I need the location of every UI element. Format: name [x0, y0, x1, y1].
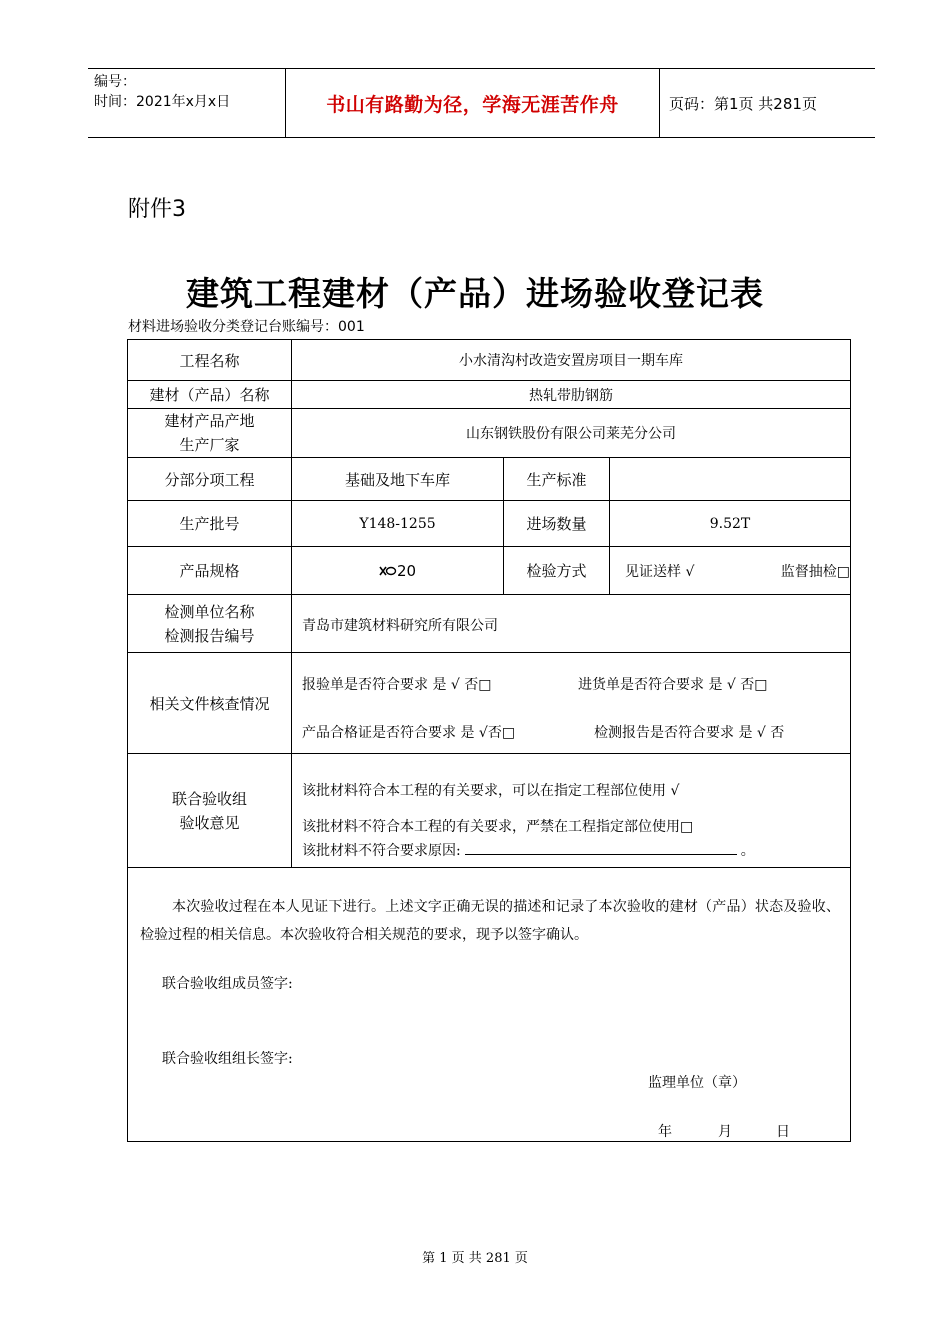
- member-signature-label: 联合验收组成员签字:: [162, 976, 293, 992]
- statement: 本次验收过程在本人见证下进行。上述文字正确无误的描述和记录了本次验收的建材（产品）状态及验收、检验过程的相关信息。本次验收符合相关规范的要求，现予以签字确认。: [140, 899, 840, 943]
- reason-blank: [465, 842, 737, 855]
- quantity-label: 进场数量: [526, 515, 587, 533]
- lab-value: 青岛市建筑材料研究所有限公司: [302, 618, 498, 634]
- opinion-reason: [302, 840, 755, 860]
- opinion-reason-end: 。: [740, 843, 755, 859]
- project-label: 工程名称: [179, 351, 240, 370]
- header-right: [659, 69, 875, 137]
- origin-label: [128, 409, 291, 457]
- standard-value: [610, 458, 850, 500]
- attachment-label: 附件3: [128, 197, 186, 222]
- date-year: 年: [658, 1124, 672, 1140]
- page-footer: 第 1 页 共 281 页: [422, 1251, 528, 1266]
- group-label-line1: 联合验收组: [171, 789, 247, 808]
- docs-label: 相关文件核查情况: [149, 694, 270, 713]
- header-left: [88, 69, 285, 137]
- row-divider: [128, 867, 850, 868]
- supervisor-seal: 监理单位（章）: [648, 1075, 746, 1091]
- subproject-label: 分部分项工程: [164, 470, 255, 489]
- inspect-options: [625, 547, 850, 594]
- inspect-option-spot: 监督抽检□: [780, 563, 850, 580]
- material-value: 热轧带肋钢筋: [529, 387, 613, 404]
- subproject-value: 基础及地下车库: [344, 470, 450, 489]
- header-center: [285, 69, 660, 137]
- lab-label-line2: 检测报告编号: [164, 626, 255, 645]
- acceptance-form: [127, 339, 851, 1142]
- batch-value: Y148-1255: [359, 515, 436, 532]
- opinion-reason-label: 该批材料不符合要求原因:: [302, 843, 461, 859]
- quantity-value: 9.52T: [709, 515, 751, 532]
- leader-signature-label: 联合验收组组长签字:: [162, 1051, 293, 1067]
- ledger-number: 材料进场验收分类登记台账编号：001: [128, 319, 365, 335]
- project-value: 小水清沟村改造安置房项目一期车库: [459, 353, 683, 369]
- number-label: 编号：: [94, 74, 136, 90]
- docs-check-report: 报验单是否符合要求 是 √ 否□: [302, 677, 492, 693]
- header-banner: [88, 68, 875, 138]
- date-day: 日: [776, 1124, 790, 1140]
- lab-label-line1: 检测单位名称: [164, 602, 255, 621]
- inspect-label: 检验方式: [526, 562, 587, 580]
- origin-label-line2: 生产厂家: [179, 436, 240, 454]
- inspect-option-witness: 见证送样 √: [625, 563, 695, 580]
- motto: 书山有路勤为径，学海无涯苦作舟: [326, 93, 619, 116]
- date-month: 月: [718, 1124, 732, 1140]
- rebar-grade-icon: [379, 565, 397, 577]
- opinion-accept: 该批材料符合本工程的有关要求，可以在指定工程部位使用 √: [302, 783, 680, 799]
- group-label-line2: 验收意见: [179, 813, 240, 832]
- docs-check-delivery: 进货单是否符合要求 是 √ 否□: [578, 677, 768, 693]
- page-info: 页码：第1页 共281页: [669, 94, 817, 113]
- page-title: 建筑工程建材（产品）进场验收登记表: [186, 274, 764, 313]
- spec-value-cell: [292, 547, 503, 594]
- group-label: [128, 754, 291, 867]
- origin-label-line1: 建材产品产地: [164, 412, 255, 430]
- standard-label: 生产标准: [526, 470, 587, 489]
- batch-label: 生产批号: [179, 515, 240, 533]
- lab-label: [128, 595, 291, 652]
- docs-check-test-report: 检测报告是否符合要求 是 √ 否: [594, 725, 785, 741]
- docs-check-certificate: 产品合格证是否符合要求 是 √否□: [302, 725, 516, 741]
- material-label: 建材（产品）名称: [149, 386, 270, 404]
- time-label: 时间：2021年x月x日: [94, 94, 231, 110]
- origin-value: 山东钢铁股份有限公司莱芜分公司: [466, 426, 676, 442]
- opinion-reject: 该批材料不符合本工程的有关要求，严禁在工程指定部位使用□: [302, 819, 694, 835]
- spec-label: 产品规格: [179, 562, 240, 580]
- spec-value: 20: [396, 561, 417, 580]
